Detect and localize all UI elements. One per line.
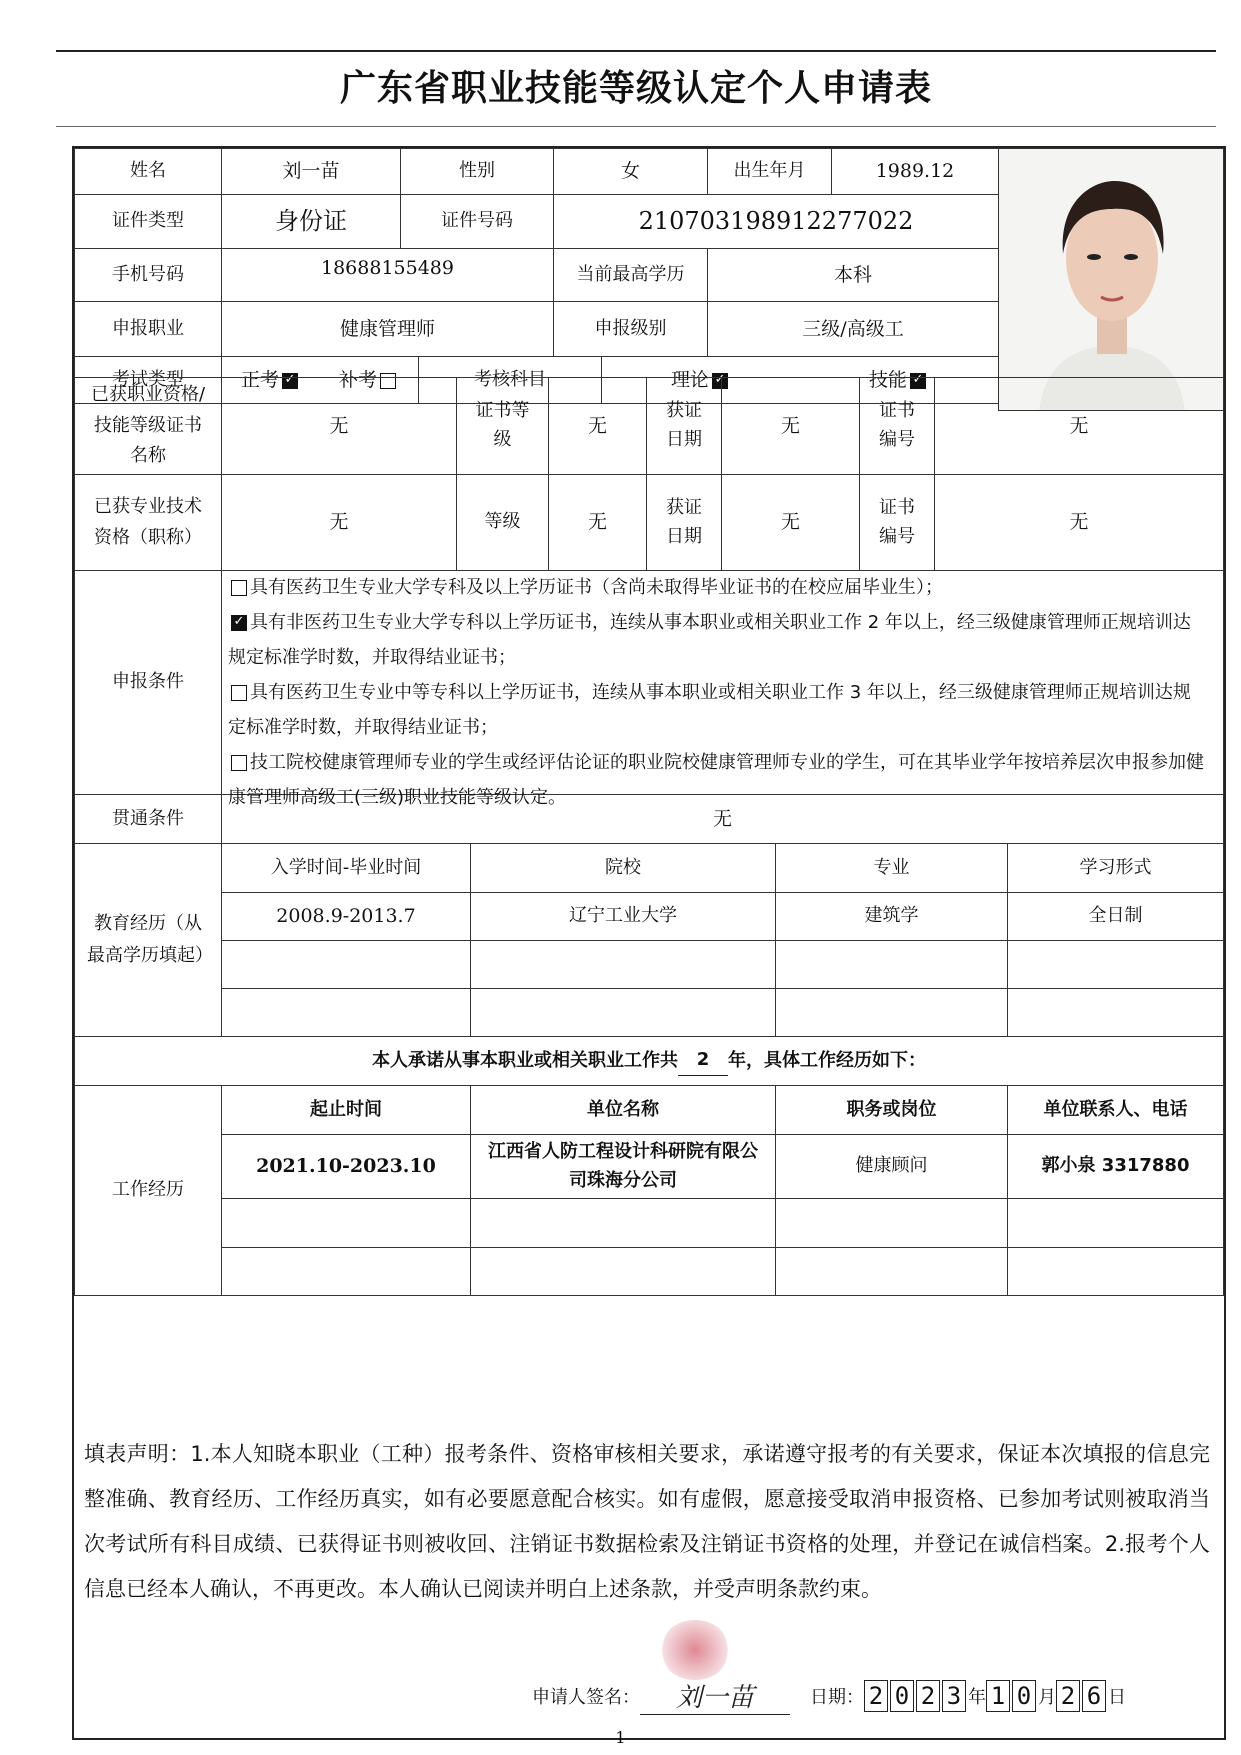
date-digit: 2 (916, 1680, 940, 1712)
qual-cert-label: 已获职业资格/技能等级证书名称 (74, 377, 222, 475)
qual-cert-name: 无 (221, 377, 457, 475)
job-value: 健康管理师 (221, 301, 554, 357)
condition-item-3 (228, 675, 1208, 745)
checked-box-icon[interactable]: ✓ (712, 373, 728, 389)
table-row-empty (221, 940, 471, 989)
table-row-empty (221, 1198, 471, 1248)
birth-label: 出生年月 (707, 148, 832, 195)
gender-label: 性别 (400, 148, 554, 195)
day-unit: 日 (1108, 1687, 1126, 1708)
fingerprint-stamp-icon (660, 1620, 730, 1680)
date-digit: 0 (890, 1680, 914, 1712)
id-type-value: 身份证 (221, 194, 401, 249)
table-row: 2021.10-2023.10 (221, 1134, 471, 1199)
skill-label: 技能 (868, 368, 907, 391)
pro-title-date-label: 获证日期 (646, 474, 722, 571)
table-row-empty (221, 988, 471, 1037)
makeup-exam-label: 补考 (338, 368, 377, 391)
condition-text-4: 技工院校健康管理师专业的学生或经评估论证的职业院校健康管理师专业的学生，可在其毕业学年按培养层次申报参加健康管理师高级工(三级)职业技能等级认定。 (228, 752, 1204, 808)
table-row: 辽宁工业大学 (470, 892, 776, 941)
work-statement-prefix: 本人承诺从事本职业或相关职业工作共 (372, 1049, 678, 1071)
table-row-empty (1007, 1198, 1224, 1248)
conditions-label: 申报条件 (74, 570, 222, 795)
pro-title-grade: 无 (548, 474, 647, 571)
table-row-empty (1007, 988, 1224, 1037)
table-row: 江西省人防工程设计科研院有限公司珠海分公司 (470, 1134, 776, 1199)
job-label: 申报职业 (74, 301, 222, 357)
condition-item-1 (228, 570, 1208, 605)
edu-header-major: 专业 (775, 843, 1008, 893)
year-unit: 年 (968, 1687, 986, 1708)
applicant-signature: 刘一苗 (640, 1677, 790, 1715)
work-statement-suffix: 年，具体工作经历如下： (728, 1049, 926, 1071)
table-row: 2008.9-2013.7 (221, 892, 471, 941)
table-row-empty (775, 1198, 1008, 1248)
id-type-label: 证件类型 (74, 194, 222, 249)
signature-row (532, 1676, 1232, 1716)
edu-header-school: 院校 (470, 843, 776, 893)
level-value: 三级/高级工 (707, 301, 999, 357)
name-label: 姓名 (74, 148, 222, 195)
qual-cert-no: 无 (934, 377, 1224, 475)
theory-label: 理论 (670, 368, 709, 391)
table-row-empty (775, 940, 1008, 989)
date-digit: 1 (986, 1680, 1010, 1712)
work-header-period: 起止时间 (221, 1085, 471, 1135)
qual-cert-date: 无 (721, 377, 860, 475)
qual-cert-no-label: 证书编号 (859, 377, 935, 475)
pro-title-date: 无 (721, 474, 860, 571)
table-row-empty (470, 988, 776, 1037)
table-row-empty (1007, 940, 1224, 989)
declaration: 填表声明：1.本人知晓本职业（工种）报考条件、资格审核相关要求，承诺遵守报考的有关要求，保证本次填报的信息完整准确、教育经历、工作经历真实，如有必要愿意配合核实。如有虚假，愿意接受取消申报资格、已参加考试则被取消当次考试所有科目成绩、已获得证书则被收回、注销证书数据检索及注销证书资格的处理，并登记在诚信档案。2.报考个人信息已经本人确认，不再更改。本人确认已阅读并明白上述条款，并受声明条款约束。 (84, 1442, 1210, 1601)
condition-item-4 (228, 745, 1208, 815)
qual-cert-grade-label: 证书等级 (456, 377, 549, 475)
date-digit: 6 (1082, 1680, 1106, 1712)
checked-box-icon[interactable]: ✓ (910, 373, 926, 389)
table-row: 建筑学 (775, 892, 1008, 941)
page-number: 1 (615, 1728, 626, 1747)
work-header-position: 职务或岗位 (775, 1085, 1008, 1135)
unchecked-box-icon[interactable] (231, 685, 247, 701)
conditions-list (228, 570, 1208, 815)
through-label: 贯通条件 (74, 794, 222, 844)
phone-value: 18688155489 (221, 248, 554, 302)
exam-type-label: 考试类型 (74, 356, 222, 404)
edu-label: 当前最高学历 (553, 248, 708, 302)
table-row-empty (775, 1247, 1008, 1296)
person-photo-icon (999, 149, 1224, 411)
date-digit: 2 (864, 1680, 888, 1712)
pro-title-label: 已获专业技术资格（职称） (74, 474, 222, 571)
table-row: 郭小泉 3317880 (1007, 1134, 1224, 1199)
table-row-empty (470, 1247, 776, 1296)
unchecked-box-icon[interactable] (231, 755, 247, 771)
table-row: 全日制 (1007, 892, 1224, 941)
unchecked-box-icon[interactable] (231, 580, 247, 596)
edu-value: 本科 (707, 248, 999, 302)
id-no-value: 210703198912277022 (553, 194, 999, 249)
page-title: 广东省职业技能等级认定个人申请表 (339, 68, 932, 109)
title-box (56, 50, 1216, 127)
qual-cert-date-label: 获证日期 (646, 377, 722, 475)
checked-box-icon[interactable]: ✓ (231, 615, 247, 631)
signature-label: 申请人签名： (532, 1687, 640, 1708)
month-unit: 月 (1038, 1687, 1056, 1708)
table-row-empty (470, 940, 776, 989)
checked-box-icon[interactable]: ✓ (282, 373, 298, 389)
condition-text-2: 具有非医药卫生专业大学专科以上学历证书，连续从事本职业或相关职业工作 2 年以上，经三级健康管理师正规培训达规定标准学时数，并取得结业证书； (228, 612, 1191, 668)
work-years: 2 (678, 1046, 728, 1076)
subjects-label: 考核科目 (418, 356, 602, 404)
phone-label: 手机号码 (74, 248, 222, 302)
birth-value: 1989.12 (831, 148, 999, 195)
date-digit: 2 (1056, 1680, 1080, 1712)
education-label: 教育经历（从最高学历填起） (74, 843, 222, 1037)
table-row-empty (221, 1247, 471, 1296)
date-digit: 3 (942, 1680, 966, 1712)
edu-header-mode: 学习形式 (1007, 843, 1224, 893)
condition-item-2 (228, 605, 1208, 675)
table-row: 健康顾问 (775, 1134, 1008, 1199)
date-label: 日期： (810, 1687, 864, 1708)
condition-text-3: 具有医药卫生专业中等专科以上学历证书，连续从事本职业或相关职业工作 3 年以上，经三级健康管理师正规培训达规定标准学时数，并取得结业证书； (228, 682, 1191, 738)
work-header-contact: 单位联系人、电话 (1007, 1085, 1224, 1135)
condition-text-1: 具有医药卫生专业大学专科及以上学历证书（含尚未取得毕业证书的在校应届毕业生）； (250, 577, 943, 598)
table-row-empty (775, 988, 1008, 1037)
pro-title-grade-label: 等级 (456, 474, 549, 571)
work-statement (74, 1036, 1224, 1086)
id-no-label: 证件号码 (400, 194, 554, 249)
work-label: 工作经历 (74, 1085, 222, 1296)
work-header-employer: 单位名称 (470, 1085, 776, 1135)
pro-title-no-label: 证书编号 (859, 474, 935, 571)
regular-exam-label: 正考 (240, 368, 279, 391)
pro-title-name: 无 (221, 474, 457, 571)
through-value: 无 (221, 794, 1224, 844)
pro-title-no: 无 (934, 474, 1224, 571)
table-row-empty (470, 1198, 776, 1248)
table-row-empty (1007, 1247, 1224, 1296)
edu-header-period: 入学时间-毕业时间 (221, 843, 471, 893)
name-value: 刘一苗 (221, 148, 401, 195)
gender-value: 女 (553, 148, 708, 195)
date-digit: 0 (1012, 1680, 1036, 1712)
level-label: 申报级别 (553, 301, 708, 357)
applicant-photo (998, 148, 1224, 411)
qual-cert-grade: 无 (548, 377, 647, 475)
